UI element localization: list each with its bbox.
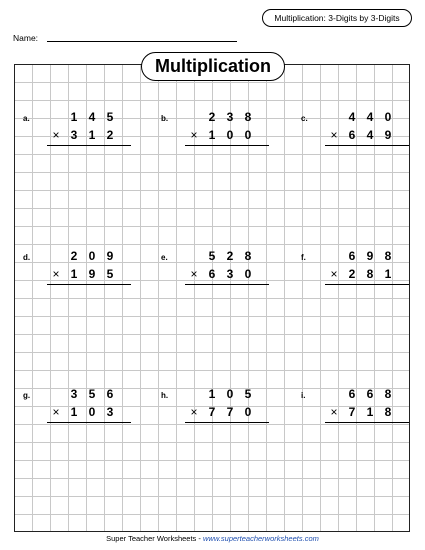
multiplier-row <box>47 265 131 283</box>
digit: 0 <box>244 128 252 142</box>
footer <box>0 534 425 544</box>
multiply-sign: × <box>52 405 60 419</box>
multiply-sign: × <box>330 267 338 281</box>
answer-line <box>325 422 409 423</box>
digit: 1 <box>366 405 374 419</box>
problem-d <box>23 247 133 307</box>
problem-label: d. <box>23 253 31 262</box>
digit: 9 <box>106 249 114 263</box>
digit: 9 <box>384 128 392 142</box>
digit: 0 <box>384 110 392 124</box>
digit: 0 <box>244 405 252 419</box>
digit: 1 <box>70 110 78 124</box>
digit: 0 <box>226 387 234 401</box>
footer-url-link[interactable]: www.superteacherworksheets.com <box>202 534 319 543</box>
problem-label: c. <box>301 114 308 123</box>
multiplier-row <box>47 126 131 144</box>
digit: 1 <box>208 128 216 142</box>
name-label: Name: <box>13 33 39 43</box>
multiplicand-row <box>47 108 131 126</box>
multiplicand-row <box>185 385 269 403</box>
digit: 0 <box>88 405 96 419</box>
digit: 0 <box>244 267 252 281</box>
digit: 0 <box>226 128 234 142</box>
multiply-sign: × <box>190 405 198 419</box>
answer-line <box>47 422 131 423</box>
problem-g <box>23 385 133 445</box>
digit: 2 <box>348 267 356 281</box>
digit: 6 <box>348 249 356 263</box>
digit: 6 <box>366 387 374 401</box>
digit: 3 <box>226 267 234 281</box>
problem-f <box>301 247 411 307</box>
digit: 4 <box>88 110 96 124</box>
digit: 4 <box>366 128 374 142</box>
multiplicand-row <box>185 247 269 265</box>
problem-label: f. <box>301 253 306 262</box>
digit: 5 <box>244 387 252 401</box>
digit: 3 <box>70 128 78 142</box>
answer-line <box>47 284 131 285</box>
problem-label: g. <box>23 391 31 400</box>
digit: 1 <box>70 267 78 281</box>
answer-line <box>185 422 269 423</box>
answer-line <box>47 145 131 146</box>
digit: 3 <box>226 110 234 124</box>
name-line[interactable] <box>47 41 237 42</box>
digit: 8 <box>244 110 252 124</box>
problem-a <box>23 108 133 168</box>
digit: 8 <box>384 249 392 263</box>
digit: 1 <box>70 405 78 419</box>
answer-line <box>185 284 269 285</box>
problem-h <box>161 385 271 445</box>
digit: 4 <box>348 110 356 124</box>
digit: 3 <box>106 405 114 419</box>
digit: 2 <box>70 249 78 263</box>
problem-label: i. <box>301 391 306 400</box>
problem-e <box>161 247 271 307</box>
problem-i <box>301 385 411 445</box>
digit: 2 <box>106 128 114 142</box>
worksheet-topic-badge: Multiplication: 3-Digits by 3-Digits <box>262 9 412 27</box>
digit: 0 <box>88 249 96 263</box>
problem-label: h. <box>161 391 169 400</box>
multiply-sign: × <box>330 128 338 142</box>
answer-line <box>325 145 409 146</box>
problem-label: a. <box>23 114 30 123</box>
multiplicand-row <box>325 108 409 126</box>
digit: 8 <box>366 267 374 281</box>
answer-line <box>185 145 269 146</box>
answer-line <box>325 284 409 285</box>
multiplicand-row <box>47 247 131 265</box>
digit: 5 <box>88 387 96 401</box>
digit: 7 <box>208 405 216 419</box>
multiply-sign: × <box>52 128 60 142</box>
digit: 5 <box>106 110 114 124</box>
digit: 6 <box>106 387 114 401</box>
digit: 7 <box>348 405 356 419</box>
multiplicand-row <box>185 108 269 126</box>
multiplicand-row <box>325 247 409 265</box>
digit: 8 <box>384 387 392 401</box>
multiply-sign: × <box>190 128 198 142</box>
multiplier-row <box>47 403 131 421</box>
footer-brand: Super Teacher Worksheets <box>106 534 197 543</box>
digit: 1 <box>208 387 216 401</box>
problem-c <box>301 108 411 168</box>
multiply-sign: × <box>190 267 198 281</box>
multiplier-row <box>185 126 269 144</box>
page-title: Multiplication <box>141 52 285 81</box>
multiply-sign: × <box>330 405 338 419</box>
digit: 6 <box>348 387 356 401</box>
multiplicand-row <box>47 385 131 403</box>
problem-b <box>161 108 271 168</box>
footer-separator: - <box>196 534 203 543</box>
digit: 6 <box>348 128 356 142</box>
digit: 9 <box>366 249 374 263</box>
multiplier-row <box>325 265 409 283</box>
multiply-sign: × <box>52 267 60 281</box>
problem-label: b. <box>161 114 169 123</box>
digit: 6 <box>208 267 216 281</box>
digit: 7 <box>226 405 234 419</box>
digit: 1 <box>88 128 96 142</box>
digit: 2 <box>226 249 234 263</box>
multiplier-row <box>325 126 409 144</box>
digit: 1 <box>384 267 392 281</box>
multiplier-row <box>325 403 409 421</box>
digit: 5 <box>106 267 114 281</box>
multiplicand-row <box>325 385 409 403</box>
digit: 9 <box>88 267 96 281</box>
digit: 8 <box>384 405 392 419</box>
digit: 4 <box>366 110 374 124</box>
digit: 8 <box>244 249 252 263</box>
digit: 2 <box>208 110 216 124</box>
problem-label: e. <box>161 253 168 262</box>
digit: 3 <box>70 387 78 401</box>
multiplier-row <box>185 403 269 421</box>
multiplier-row <box>185 265 269 283</box>
digit: 5 <box>208 249 216 263</box>
